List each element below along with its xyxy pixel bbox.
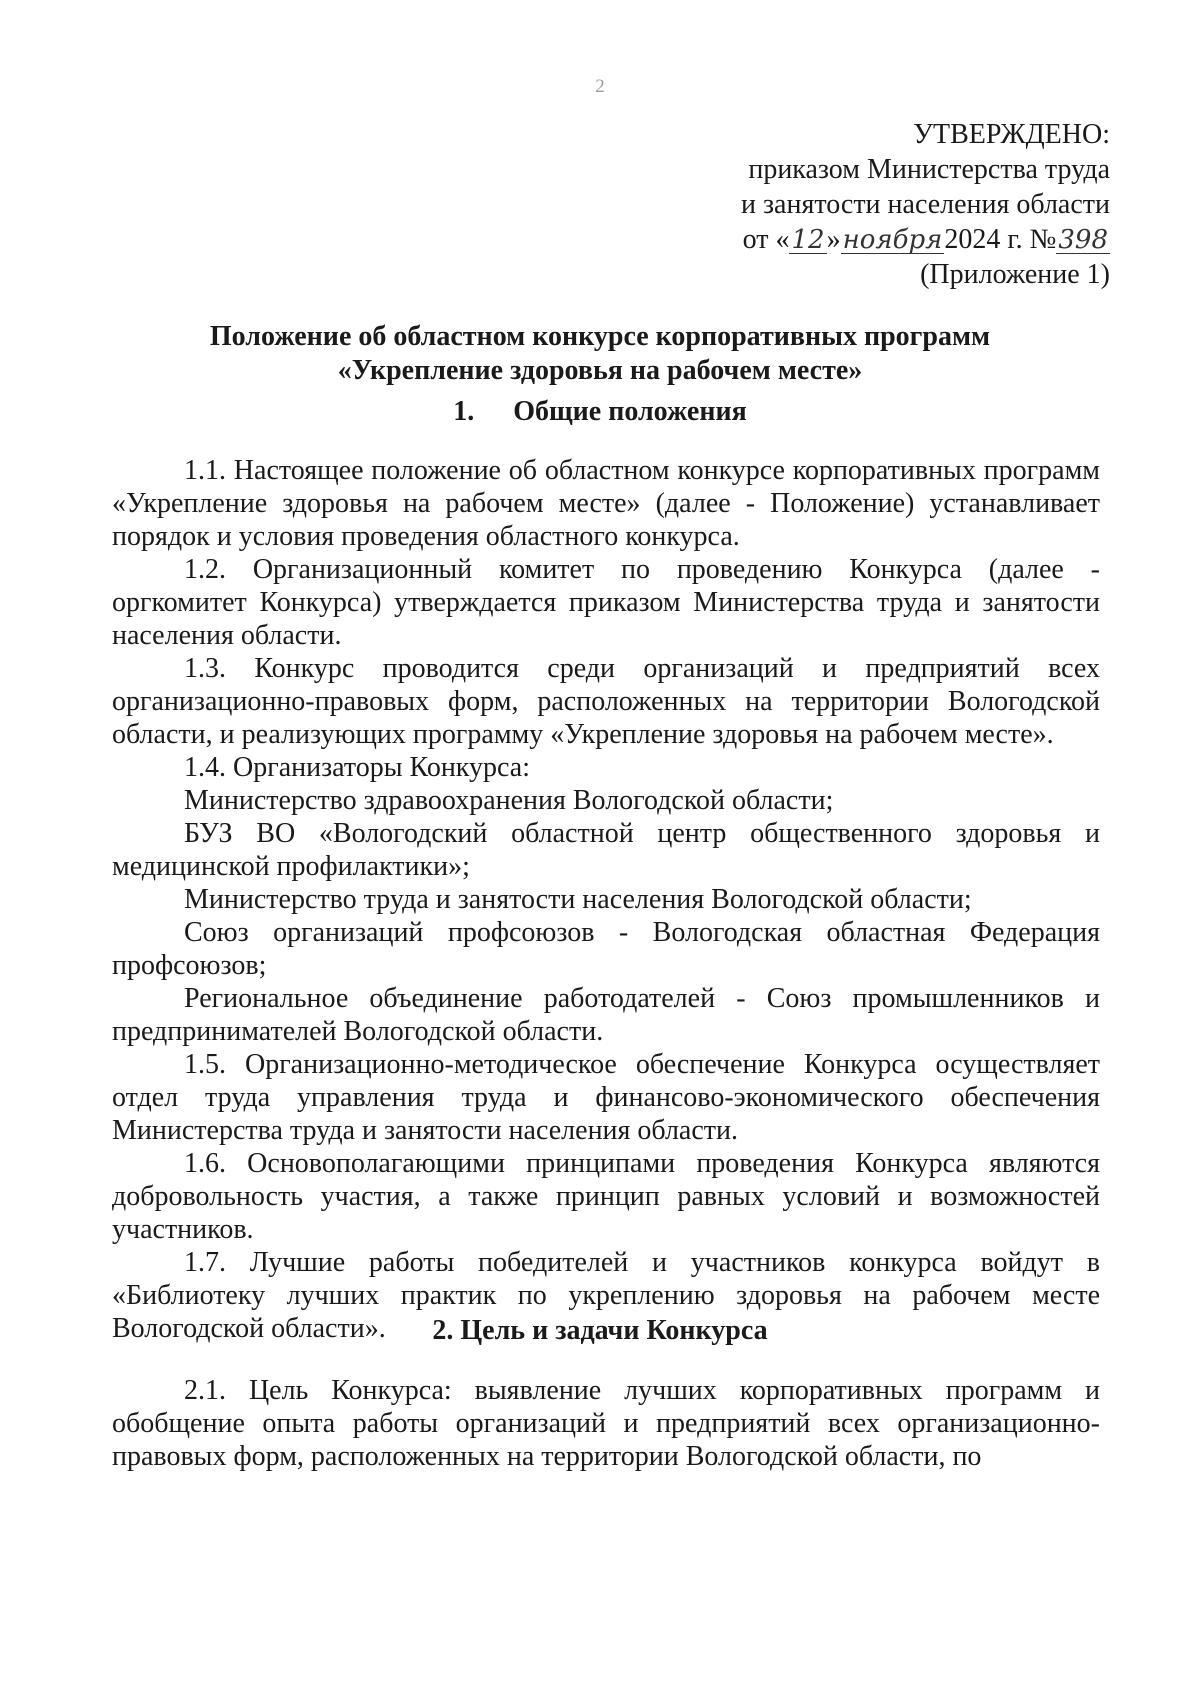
date-mid: » [826,224,841,255]
handwritten-order-number: 398 [1058,225,1108,255]
section-1-heading [0,395,1200,429]
paragraph-1-1: 1.1. Настоящее положение об областном конкурсе корпоративных программ «Укрепление здоровья на рабочем месте» (далее - Положение) устанавливает порядок и условия проведения областного конкурса. [112,455,1100,552]
paragraph-1-6: 1.6. Основополагающими принципами проведения Конкурса являются добровольность участия, а также принцип равных условий и возможностей участников. [112,1148,1100,1245]
organizer-3: Министерство труда и занятости населения Вологодской области; [184,884,972,915]
approval-attachment: (Приложение 1) [920,259,1110,290]
approval-stamp: УТВЕРЖДЕНО: [913,119,1110,150]
title-line-1: Положение об областном конкурсе корпоративных программ [209,321,991,352]
section-1-title: Общие положения [513,396,747,427]
organizer-5: Региональное объединение работодателей - Союз промышленников и предпринимателей Вологодской области. [112,983,1100,1047]
paragraph-1-5: 1.5. Организационно-методическое обеспечение Конкурса осуществляет отдел труда управления труда и финансово-экономического обеспечения Министерства труда и занятости населения области. [112,1049,1100,1146]
section-2-heading: 2. Цель и задачи Конкурса [432,1315,768,1346]
paragraph-1-3: 1.3. Конкурс проводится среди организаций и предприятий всех организационно-правовых форм, расположенных на территории Вологодской области, и реализующих программу «Укрепление здоровья на рабочем месте». [112,653,1100,750]
organizer-1: Министерство здравоохранения Вологодской области; [184,785,834,816]
approval-date-line [690,222,1110,257]
paragraph-1-7: 1.7. Лучшие работы победителей и участников конкурса войдут в «Библиотеку лучших практик по укреплению здоровья на рабочем месте Вологодской области». [112,1247,1100,1344]
organizer-4: Союз организаций профсоюзов - Вологодская областная Федерация профсоюзов; [112,917,1100,981]
approval-block [690,117,1110,292]
date-year: 2024 г. № [944,224,1057,255]
document-title [0,320,1200,388]
handwritten-day: 12 [791,225,825,255]
approval-line-2: и занятости населения области [740,189,1110,220]
paragraph-1-2: 1.2. Организационный комитет по проведению Конкурса (далее - оргкомитет Конкурса) утверждается приказом Министерства труда и занятости населения области. [112,554,1100,651]
handwritten-month: ноября [842,225,943,255]
date-prefix: от « [742,224,790,255]
approval-line-1: приказом Министерства труда [748,154,1110,185]
title-line-2: «Укрепление здоровья на рабочем месте» [337,355,863,386]
page-number: 2 [595,76,605,97]
paragraph-2-1: 2.1. Цель Конкурса: выявление лучших корпоративных программ и обобщение опыта работы организаций и предприятий всех организационно-правовых форм, расположенных на территории Вологодской области, по [112,1375,1100,1472]
paragraph-1-4: 1.4. Организаторы Конкурса: [184,752,530,783]
section-2-body [112,1374,1100,1473]
section-1-number: 1. [453,396,475,427]
organizer-2: БУЗ ВО «Вологодский областной центр общественного здоровья и медицинской профилактики»; [112,818,1100,882]
section-1-body [112,454,1100,1345]
